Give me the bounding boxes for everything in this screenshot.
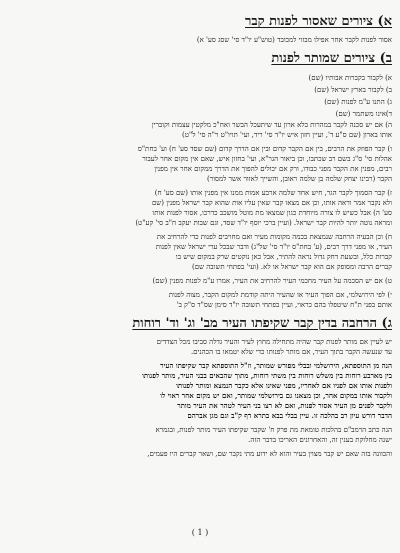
text-line: ט) אם יש הסכמה על העיר מחכמי העיר להרחיב את העיר, אמרו ע"מ לפנות מפנין (שם) [152, 277, 392, 285]
text-line: הדבר דורש עיון רב בהלכה זו. עיין בבלי בבא בתרא דף ק"ב וגם מגן אברהם [187, 411, 392, 420]
list-item: ג) התנו ע"מ לפנות (שם) [324, 98, 392, 106]
text-line: הנה כתב הרמב"ם בהלכות טומאת מת פרק ח' שקבר שקיפתו העיר מותר לפנות, ובגמרא [155, 426, 392, 434]
list-item: ב) לקבור בארץ ישראל (שם) [314, 86, 392, 94]
text-line: י) לפי הירושלמי, אם הפוך העיר או שהעיר היתה קודמת למקום הקבר, מצוה לפנות [168, 291, 392, 299]
text-line: קברים הרבה ומסופק אם הוא קבר ישראל או לא. (ועי' בפתחי תשובה שם) [192, 263, 392, 271]
paragraph [8, 361, 392, 421]
text-line: ומראה נוטה יותר להיות קבר ישראל. (ועיין ברכי יוסף יו"ד שסד, וגם שבות יעקב ח"ב סי' קע"ט) [135, 219, 392, 227]
text-line: אהלות סי' ס"ג בשם רב שכתבו, וכן ביאור הגר"א, ועי' בחזון איש, שאם אין מקום אחר לעבור [142, 155, 392, 163]
page-number: ( 1 ) [191, 528, 209, 537]
section-a-title: א) ציורים שאסור לפנות קבר [245, 14, 392, 29]
section-c-title: ג) הרחבה בדין קבר שקיפתו העיר מב' וג' וד' רוחות [132, 316, 392, 331]
section-a-text: אסור לפנות לקבר אחר אפילו מבזוי למכובד (טוש"ע יו"ד סי' שסג סע' א) [196, 36, 392, 44]
section-b [8, 51, 392, 310]
text-line: קברות כלל, ובשעת דחק גדול נראה להתיר, אבל כאן נוקטים שרק במקום שיש בו [175, 253, 392, 261]
text-line: בין מארבע רוחות בין משלש רוחות בין משתי רוחות, מתוך שהבאים בבני העיר, מותר לפנותו [142, 371, 392, 380]
text-line: הנה מן התוספתא, הירושלמי ובבלי מפורש שמותר, וז"ל התוספתא קבר שקיפתו העיר [160, 361, 392, 370]
text-line: העיר, או מפני דרך רבים, (ע' בחת"ס יו"ד סי' של"ג) ודבר שבכל ערי ישראל שאין לפנות [155, 243, 392, 251]
text-line: סע' ה) אבל כשיש לו צורה מיוחדת כגון שמצאו מת מוטל מושכב כדרכו, אסור לפנות אותו [152, 209, 392, 217]
list-item: א) לקבור בקברות אבותיו (שם) [308, 74, 392, 82]
section-b-list [8, 72, 392, 120]
paragraph [8, 276, 392, 286]
text-line: ישנה מחלוקת בענין זה, והאחרונים האריכו בדבר הזה. [248, 436, 392, 444]
paragraph [8, 290, 392, 310]
section-a [8, 14, 392, 45]
paragraph [8, 449, 392, 459]
text-line: הקבר (רבינו יצחק שלמה בן שלמה ראובן, והשייך לאזור אשר למסור) [207, 175, 392, 183]
paragraph [8, 188, 392, 228]
list-item: ד)אינו משתמר (שם) [335, 110, 392, 118]
text-line: ולפנות אותו אם לפניו אם לאחריו, מפני שאינו אלא כקבר הנמצא ומותר לפנותו [176, 381, 392, 390]
text-line: יש לעיין אם מותר לפנות קבר שהיה מתחילה מחוץ לעיר והעיר גדלה סביבו מכל הצדדים [156, 338, 392, 346]
paragraph [8, 144, 392, 184]
text-line: והכוונה בזה שאם יש קבר מצוין בעיר והוא לא ידוע מתי נקבר שם, ושאר קברים היו פעמים, [147, 450, 392, 458]
paragraph [8, 120, 392, 140]
text-line: רבים, מפנין את הקבר מפני כבודו, ורק אם יכולים להפוך את הדרך ממקום אחר אין מפנין [154, 165, 392, 173]
section-b-title: ב) ציורים שמותר לפנות [271, 51, 392, 66]
text-line: ולקבר לפנים מן העיר אסור לפנות, ואם לא רצו בני העיר לטהר את העיר מותר [177, 401, 392, 410]
paragraph [8, 232, 392, 272]
text-line: ולקבור אותו במקום אחר, וכן מצאנו גם בירושלמי שמותר, ואם יש מקום אחר ראוי לו [160, 391, 392, 400]
paragraph [8, 425, 392, 445]
section-c [8, 316, 392, 459]
text-line: ח) וכן הבעיה הרחבה שנמצאת בכמה מקומות מעיר ואם מחויבים לפנות כדי להרחיב את [156, 233, 392, 241]
text-line: ה) אם יש סכנה לקבר במהרות בלא ארון עד שיתעכל הבשר ואח"כ מלקטין עצמות וקוברין [151, 121, 392, 129]
text-line: ז) קבר הסמוך לקבר הגר, חיש אחד שלמה ארבע אמות ממנו אין מפנין אותו (שם סע' ח) [154, 189, 392, 197]
text-line: ולא נקבר אמר וראה אותו, וכן אם מצאו קבר שאין עליו אות שהוא קבר ישראל מפנין (שם [151, 199, 392, 207]
text-line: עד שנעשה הקבר בתוך העיר, אם מותר לפנותו כדי שלא יטמאו בו הכהנים. [190, 348, 392, 356]
text-line: אותו בארון (שם ס"ע ד', ועיין חזון איש יו"ד סי' ריד, ועי' תויו"ט ר"ה סי' ל"ט) [182, 131, 392, 139]
text-line: ו) קבר הפוזק את הרבים, בין אם הקבר קדום ובין אם הדרך קדום (שם שסד סע' ח) וע' בחת"ס [137, 145, 392, 153]
document-page [8, 8, 392, 537]
paragraph [8, 337, 392, 357]
text-line: אותם בפני ת"ח שיטפלו בהם כראוי, ועיין בפתחי תשובה יו"ד סימן שס"ד ס"ק ב' [176, 301, 392, 309]
